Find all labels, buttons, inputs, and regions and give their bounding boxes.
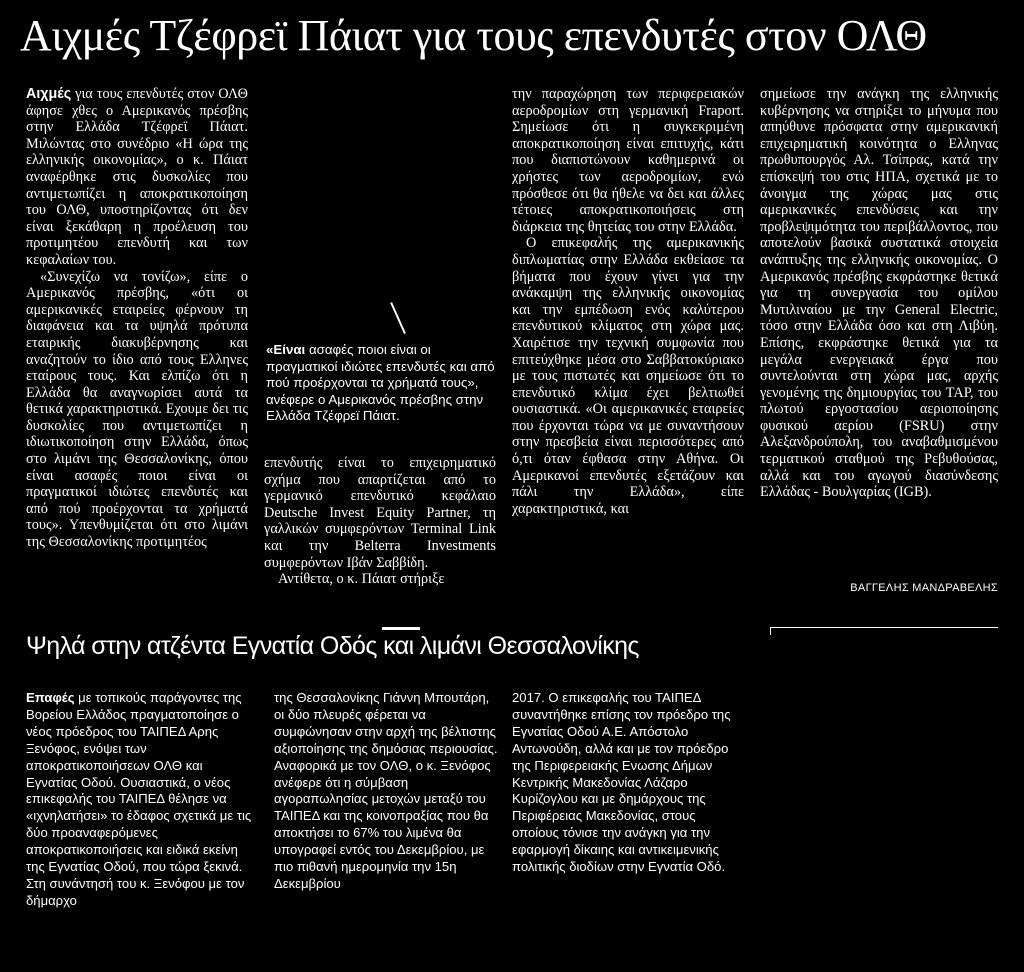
paragraph: Ο επικεφαλής της αμερικανικής διπλωματίας στην Ελλάδα εκθείασε τα βήματα που έχουν γίνει για την ανάκαμψη της ελληνικής οικονομίας και την εμπέδωση ενός καλύτερου επενδυτικού κλίματος στη χώρα μας. Χαιρέτισε την τεχνική συμφωνία που επιτεύχθηκε μέσα στο Σαββατοκύριακο με τους πιστωτές και σημείωσε ότι το επενδυτικό κλίμα έχει βελτιωθεί ουσιαστικά. «Οι αμερικανικές εταιρείες που έρχονται τώρα να με συναντήσουν στην πρεσβεία είναι περισσότερες από ό,τι όταν έφθασα στην Αθήνα. Οι Αμερικανοί επενδυτές εξετάζουν και πάλι την Ελλάδα», είπε χαρακτηριστικά, και [512,235,744,517]
paragraph-text: για τους επενδυτές στον ΟΛΘ άφησε χθες ο Αμερικανός πρέσβης στην Ελλάδα Τζέφρεϊ Πάιατ. Μιλώντας στο συνέδριο «Η ώρα της ελληνικής οικονομίας», ο κ. Πάιατ αναφέρθηκε στις δυσκολίες που αντιμετωπίζει η αποκρατικοποίηση του ΟΛΘ, υποστηρίζοντας ότι δεν είναι ξεκάθαρη η προέλευση του προτιμητέου επενδυτή και των κεφαλαίων του. [26,86,249,268]
photo-fragment [390,302,406,334]
separator-rule [770,627,998,628]
pull-quote-text: ασαφές ποιοι είναι οι πραγματικοί ιδιώτες επενδυτές και από πού προέρχονται τα χρήματά τους», ανέφερε ο Αμερικανός πρέσβης στην Ελλάδα Τζέφρεϊ Πάιατ. [266,342,495,423]
paragraph: 2017. Ο επικεφαλής του ΤΑΙΠΕΔ συναντήθηκε επίσης τον πρόεδρο της Εγνατίας Οδού Α.Ε. Απόστολο Αντωνούδη, αλλά και με τον πρόεδρο της Περιφερειακής Ενωσης Δήμων Κεντρικής Μακεδονίας Λάζαρο Κυρίζογλου και με δημάρχους της Περιφέρειας Μακεδονίας, στους οποίους τόνισε την ανάγκη για την εφαρμογή δίκαιης και αντικειμενικής πολιτικής διοδίων στην Εγνατία Οδό. [512,690,731,875]
lead-word: Αιχμές [26,86,72,102]
paragraph: Αντίθετα, ο κ. Πάιατ στήριξε [278,571,445,588]
paragraph: της Θεσσαλονίκης Γιάννη Μπουτάρη, οι δύο πλευρές φέρεται να συμφώνησαν στην αρχή της βέλτιστης αξιοποίησης της δημόσιας περιουσίας. [274,690,498,756]
paragraph-text: με τοπικούς παράγοντες της Βορείου Ελλάδος πραγματοποίησε ο νέος πρόεδρος του ΤΑΙΠΕΔ Αρης Ξενόφος, ενόψει των αποκρατικοποιήσεων ΟΛΘ και Εγνατίας Οδού. Ουσιαστικά, ο νέος επικεφαλής του ΤΑΙΠΕΔ θέλησε να «ιχνηλατήσει» το έδαφος σχετικά με τις δύο προαναφερόμενες αποκρατικοποιήσεις και ειδικά εκείνη της Εγνατίας Οδού, που τώρα ξεκινά. Στη συνάντησή του κ. Ξενόφου με τον δήμαρχο [26,690,252,908]
paragraph: σημείωσε την ανάγκη της ελληνικής κυβέρνησης να στηρίξει το μήνυμα που απηύθυνε πρόσφατα στην αμερικανική επιχειρηματική κοινότητα ο Ελληνας πρωθυπουργός Αλ. Τσίπρας, κατά την επίσκεψή του στις ΗΠΑ, σχετικά με το άνοιγμα της χώρας μας στις αμερικανικές επενδύσεις και την προβλεψιμότητα του περιβάλλοντος, που αποτελούν βασικά συστατικά στοιχεία ανάπτυξης της ελληνικής οικονομίας. Ο Αμερικανός πρέσβης εκφράστηκε θετικά για τη συνεργασία του ομίλου Μυτιλιναίου με την General Electric, τόσο στην Ελλάδα όσο και στη Λιβύη. Επίσης, εκφράστηκε θετικά για τα μεγάλα ενεργειακά έργα που συντελούνται στη χώρα μας, αρχής γενομένης της δημιουργίας του TAP, του πλωτού εργοστασίου αεριοποίησης φυσικού αερίου (FSRU) στην Αλεξανδρούπολη, του αναβαθμισμένου τερματικού σταθμού της Ρεβυθούσας, αλλά και του αγωγού διασύνδεσης Ελλάδας - Βουλγαρίας (IGB). [760,86,998,501]
pull-quote-lead: «Είναι [266,342,306,357]
article-column-3 [512,86,744,600]
paragraph: Αναφορικά με τον ΟΛΘ, ο κ. Ξενόφος ανέφερε ότι η σύμβαση αγοραπωλησίας μετοχών μεταξύ του ΤΑΙΠΕΔ και της κοινοπραξίας που θα αποκτήσει το 67% του λιμένα θα υπογραφεί εντός του Δεκεμβρίου, με πιο πιθανή ημερομηνία την 15η Δεκεμβρίου [274,757,491,891]
section-column-2 [274,690,498,891]
pull-quote [266,342,498,425]
article-column-1 [26,86,248,600]
paragraph: επενδυτής είναι το επιχειρηματικό σχήμα που απαρτίζεται από το γερμανικό επενδυτικό κεφάλαιο Deutsche Invest Equity Partner, τη γαλλικών συμφερόντων Terminal Link και την Belterra Investments συμφερόντων Ιβάν Σαββίδη. [264,455,496,571]
author-byline: ΒΑΓΓΕΛΗΣ ΜΑΝΔΡΑΒΕΛΗΣ [850,582,998,594]
paragraph: την παραχώρηση των περιφερειακών αεροδρομίων στη γερμανική Fraport. Σημείωσε ότι η συγκεκριμένη αποκρατικοποίηση είναι επιτυχής, κάτι που διαπιστώνουν καθημερινά οι χρήστες των αεροδρομίων, ενώ πρόσθεσε ότι θα ήθελε να δει και άλλες τέτοιες αποκρατικοποιήσεις στη διάρκεια της θητείας του στην Ελλάδα. [512,86,744,235]
article-headline: Αιχμές Τζέφρεϊ Πάιατ για τους επενδυτές στον ΟΛΘ [20,11,927,60]
section-headline: Ψηλά στην ατζέντα Εγνατία Οδός και λιμάνι Θεσσαλονίκης [26,632,639,660]
section-column-1 [26,690,256,908]
section-column-3 [512,690,738,875]
lead-word: Επαφές [26,690,75,705]
paragraph: «Συνεχίζω να τονίζω», είπε ο Αμερικανός πρέσβης, «ότι οι αμερικανικές εταιρείες φέρνουν τη διαφάνεια και τα υψηλά πρότυπα εταιρικής διακυβέρνησης και αναζητούν το ίδιο από τους Ελληνες εταίρους τους. Και ελπίζω ότι η Ελλάδα θα αναγνωρίσει αυτά τα θετικά χαρακτηριστικά. Εχουμε δει τις δυσκολίες που αντιμετωπίζει η ιδιωτικοποίηση στην Ελλάδα, όπως στο λιμάνι της Θεσσαλονίκης, όπου είναι ασαφές ποιοι είναι οι πραγματικοί ιδιώτες επενδυτές και από πού προέρχονται τα χρήματά τους». Υπενθυμίζεται ότι στο λιμάνι της Θεσσαλονίκης προτιμητέος [26,268,248,551]
article-column-4 [760,86,998,580]
article-column-2 [264,455,496,605]
paragraph [26,86,248,269]
